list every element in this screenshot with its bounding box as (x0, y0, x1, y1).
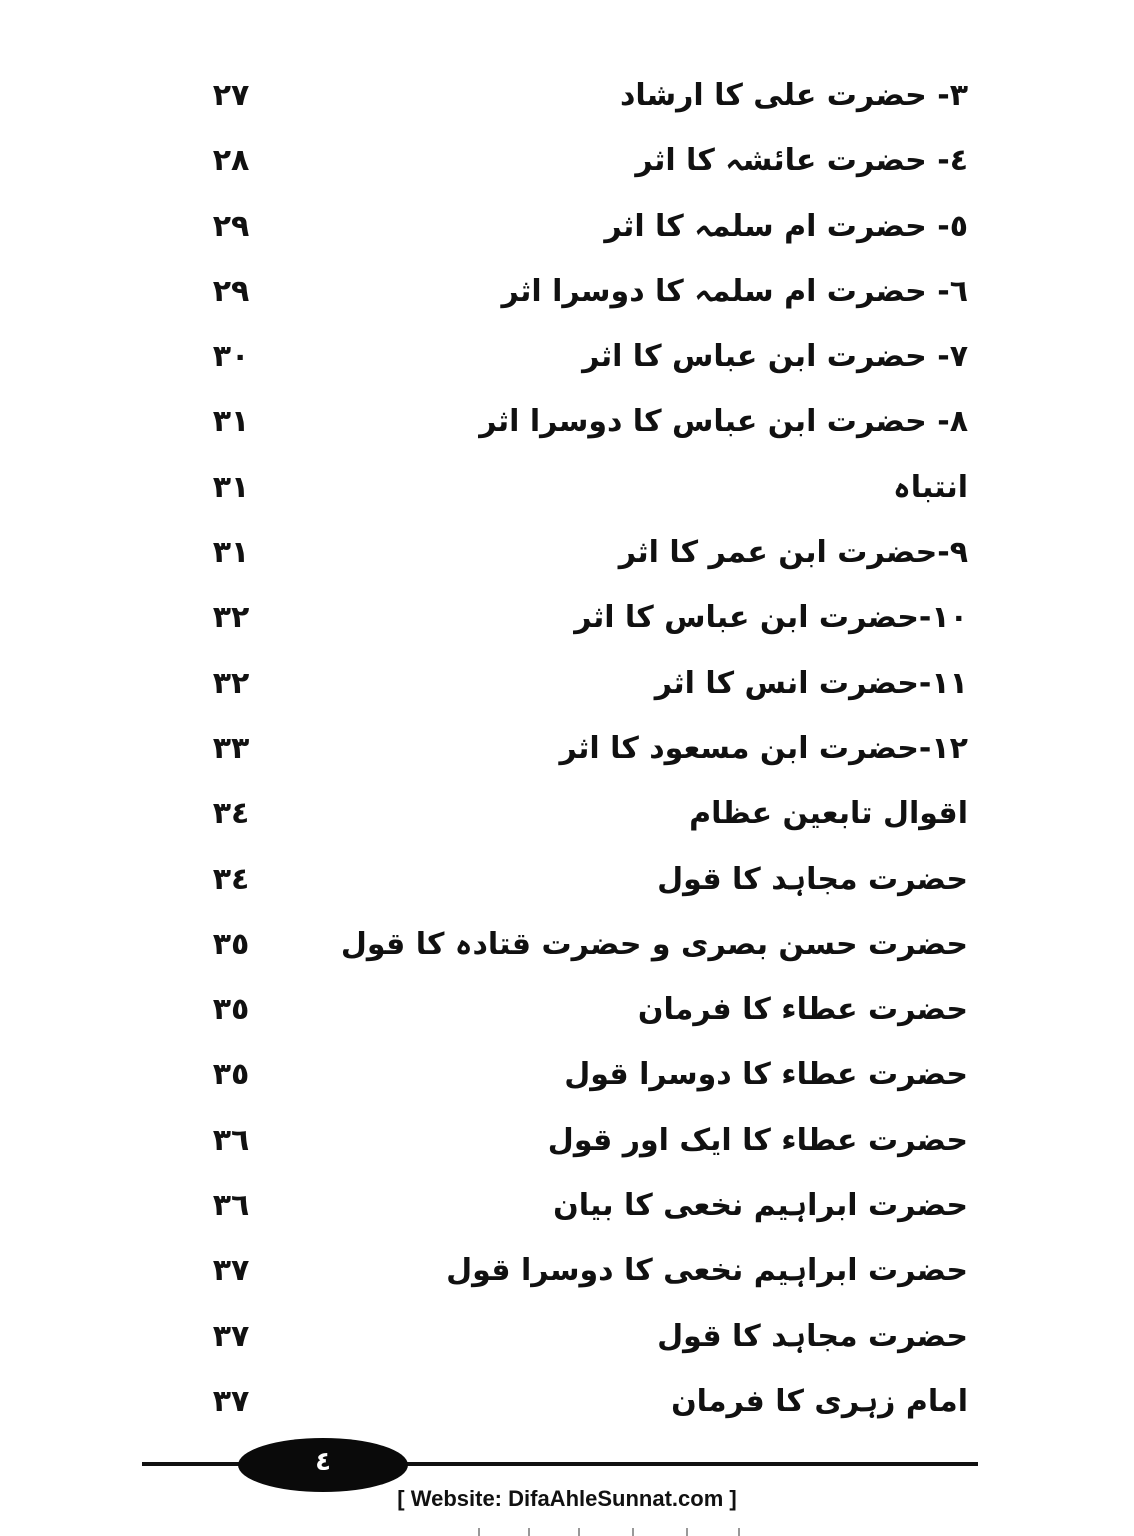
toc-entry-title: ٣- حضرت علی کا ارشاد (619, 78, 968, 113)
toc-row (0, 784, 1134, 849)
toc-entry-title: ٤- حضرت عائشہ کا اثر (635, 143, 968, 179)
toc-row (0, 1045, 1134, 1110)
toc-entry-title: حضرت ابراہیم نخعی کا بیان (553, 1188, 968, 1224)
toc-entry-page: ٣٥ (212, 926, 250, 962)
toc-entry-page: ٣٦ (212, 1122, 250, 1158)
toc-row (0, 1307, 1134, 1372)
toc-row (0, 327, 1134, 392)
toc-entry-page: ٣٢ (212, 665, 250, 701)
toc-entry-page: ٣٣ (212, 730, 250, 766)
table-of-contents (0, 66, 1134, 1437)
toc-entry-title: ٦- حضرت ام سلمہ کا دوسرا اثر (501, 273, 968, 309)
toc-entry-title: حضرت مجاہد کا قول (657, 1318, 968, 1354)
toc-entry-title: حضرت عطاء کا دوسرا قول (564, 1057, 968, 1093)
toc-entry-title: امام زہری کا فرمان (671, 1383, 968, 1419)
toc-entry-title: حضرت عطاء کا فرمان (637, 992, 968, 1028)
toc-entry-title: ١٠-حضرت ابن عباس کا اثر (574, 600, 968, 636)
toc-entry-title: حضرت عطاء کا ایک اور قول (547, 1122, 968, 1158)
toc-row (0, 131, 1134, 196)
toc-row (0, 392, 1134, 457)
toc-row (0, 654, 1134, 719)
toc-row (0, 980, 1134, 1045)
toc-entry-title: انتباہ (893, 469, 968, 505)
toc-entry-page: ٣١ (212, 469, 250, 505)
toc-entry-title: حضرت ابراہیم نخعی کا دوسرا قول (446, 1253, 968, 1289)
toc-row (0, 719, 1134, 784)
toc-entry-page: ٢٧ (212, 78, 250, 113)
toc-entry-page: ٣١ (212, 535, 250, 571)
toc-row (0, 523, 1134, 588)
page-number: ٤ (315, 1447, 331, 1477)
toc-entry-title: حضرت حسن بصری و حضرت قتادہ کا قول (340, 926, 968, 962)
scan-artifact (470, 1524, 750, 1536)
toc-row (0, 588, 1134, 653)
toc-entry-page: ٣٥ (212, 992, 250, 1028)
toc-entry-page: ٣٤ (212, 796, 250, 832)
toc-entry-title: ١١-حضرت انس کا اثر (654, 665, 968, 701)
toc-row (0, 1111, 1134, 1176)
toc-section-heading: اقوال تابعین عظام (689, 796, 968, 832)
toc-entry-page: ٢٨ (212, 143, 250, 179)
toc-row (0, 1241, 1134, 1306)
toc-entry-page: ٣٥ (212, 1057, 250, 1093)
toc-row (0, 1176, 1134, 1241)
toc-entry-page: ٢٩ (212, 273, 250, 309)
toc-entry-page: ٣٢ (212, 600, 250, 636)
toc-entry-page: ٣٠ (212, 339, 250, 375)
toc-row (0, 1372, 1134, 1437)
toc-entry-title: حضرت مجاہد کا قول (657, 861, 968, 897)
toc-entry-title: ٥- حضرت ام سلمہ کا اثر (604, 208, 968, 244)
toc-entry-title: ٨- حضرت ابن عباس کا دوسرا اثر (479, 404, 968, 440)
toc-entry-page: ٣٤ (212, 861, 250, 897)
toc-entry-page: ٣٦ (212, 1188, 250, 1224)
toc-row (0, 66, 1134, 131)
toc-entry-page: ٣١ (212, 404, 250, 440)
toc-entry-title: ٩-حضرت ابن عمر کا اثر (618, 535, 968, 571)
toc-row (0, 458, 1134, 523)
toc-entry-page: ٣٧ (212, 1318, 250, 1354)
toc-row (0, 915, 1134, 980)
toc-row (0, 850, 1134, 915)
toc-row (0, 197, 1134, 262)
page-number-badge (238, 1438, 408, 1492)
toc-entry-page: ٣٧ (212, 1253, 250, 1289)
toc-entry-page: ٢٩ (212, 208, 250, 244)
toc-entry-page: ٣٧ (212, 1383, 250, 1419)
toc-entry-title: ٧- حضرت ابن عباس کا اثر (582, 339, 968, 375)
website-footer: [ Website: DifaAhleSunnat.com ] (397, 1486, 737, 1511)
toc-entry-title: ١٢-حضرت ابن مسعود کا اثر (559, 730, 968, 766)
toc-row (0, 262, 1134, 327)
